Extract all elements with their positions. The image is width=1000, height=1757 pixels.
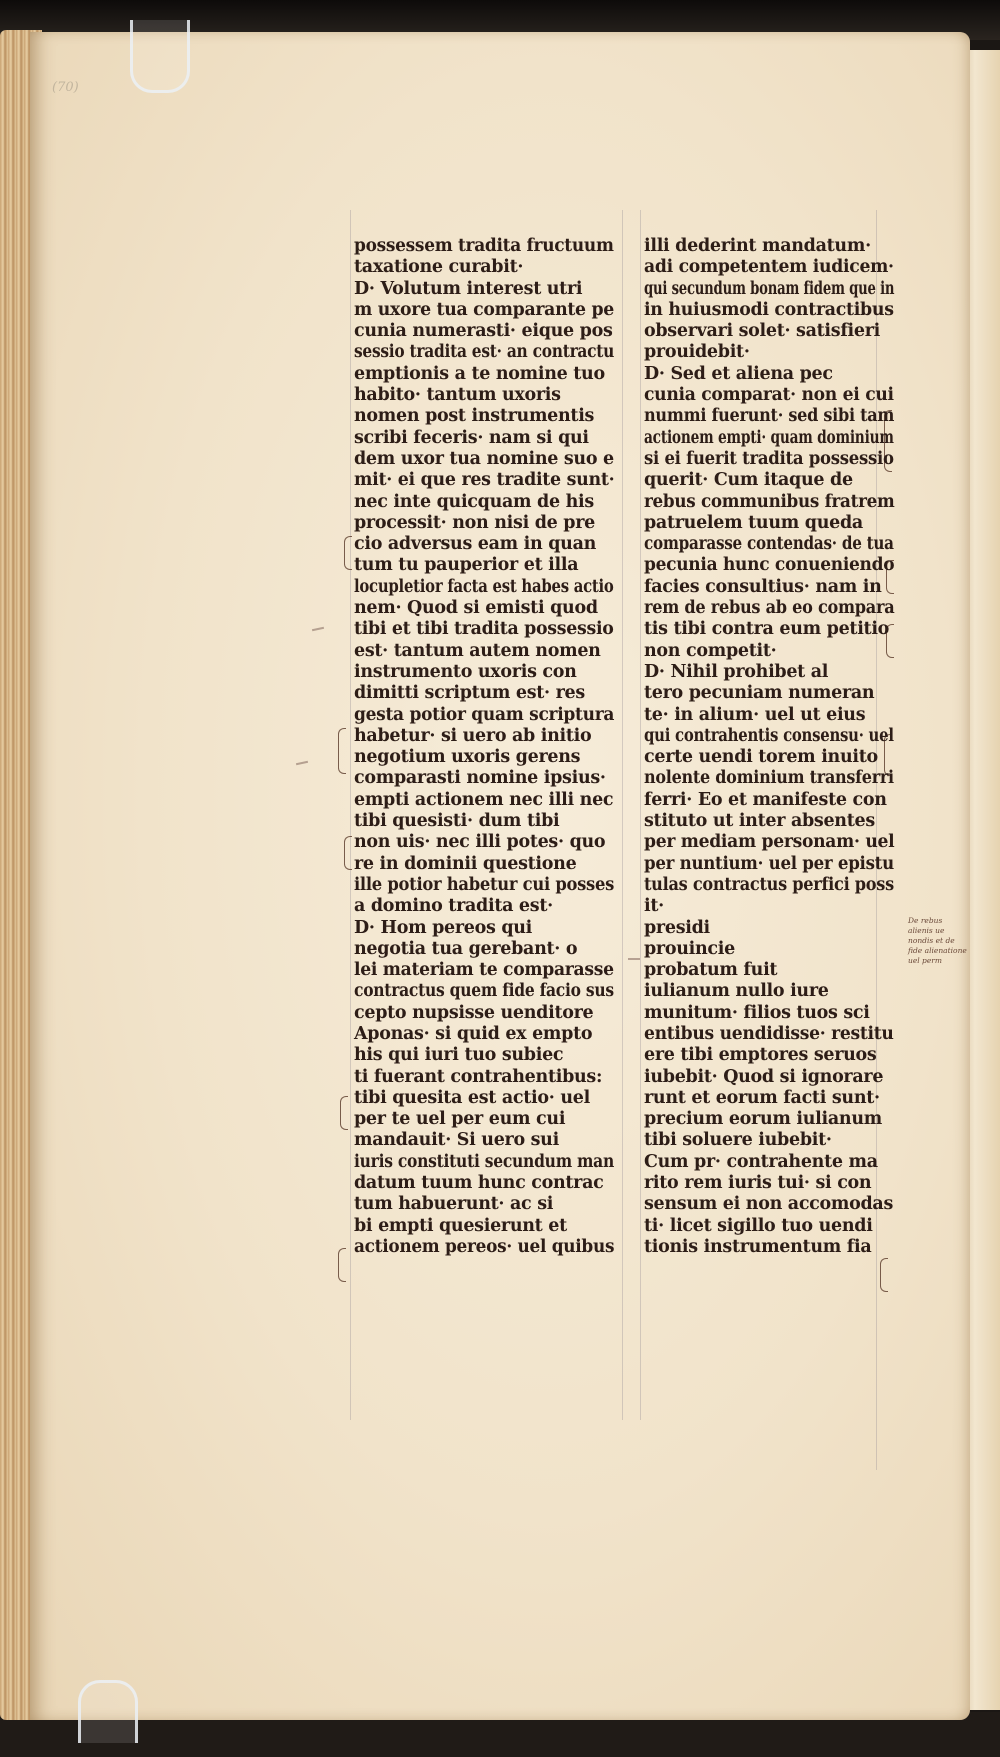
text-line: lei materiam te comparasse <box>354 960 614 981</box>
text-line: patruelem tuum queda <box>644 512 863 533</box>
text-line: nem· Quod si emisti quod <box>354 598 598 619</box>
text-line: cunia comparat· non ei cui <box>644 385 894 406</box>
text-line: te· in alium· uel ut eius <box>644 704 866 725</box>
text-line: processit· non nisi de pre <box>354 512 595 533</box>
text-line: nolente dominium transferri <box>644 768 894 789</box>
text-line: iulianum nullo iure <box>644 981 829 1002</box>
text-line: datum tuum hunc contrac <box>354 1173 604 1194</box>
text-line: presidi <box>644 917 710 938</box>
text-line: runt et eorum facti sunt· <box>644 1087 880 1108</box>
text-line: iubebit· Quod si ignorare <box>644 1066 884 1087</box>
text-line: D· Nihil prohibet al <box>644 661 829 682</box>
text-line: pecunia hunc conueniendo <box>644 555 895 576</box>
text-line: tum habuerunt· ac si <box>354 1194 554 1215</box>
text-line: rito rem iuris tui· si con <box>644 1173 872 1194</box>
text-line: rebus communibus fratrem <box>644 491 895 512</box>
text-line: his qui iuri tuo subiec <box>354 1045 564 1066</box>
text-line: ere tibi emptores seruos <box>644 1045 877 1066</box>
text-line: prouidebit· <box>644 342 750 363</box>
text-line: locupletior facta est habes actio <box>354 576 614 597</box>
text-line: mit· ei que res tradite sunt· <box>354 470 615 491</box>
text-line: nec inte quicquam de his <box>354 491 594 512</box>
text-line: dem uxor tua nomine suo e <box>354 448 614 469</box>
text-line: entibus uendidisse· restitu <box>644 1023 894 1044</box>
text-line: sessio tradita est· an contractu <box>354 342 615 363</box>
clip-top-icon <box>130 20 190 93</box>
text-line: actionem pereos· uel quibus <box>354 1236 615 1257</box>
margin-tick <box>628 958 640 960</box>
text-line: observari solet· satisfieri <box>644 321 881 342</box>
text-line: si ei fuerit tradita possessio <box>644 448 894 469</box>
text-line: munitum· filios tuos sci <box>644 1002 870 1023</box>
text-line: ti· licet sigillo tuo uendi <box>644 1215 873 1236</box>
text-line: tibi quesita est actio· uel <box>354 1087 590 1108</box>
text-line: per te uel per eum cui <box>354 1109 566 1130</box>
text-line: per nuntium· uel per epistu <box>644 853 894 874</box>
text-column-right <box>644 236 894 1258</box>
text-line: instrumento uxoris con <box>354 661 577 682</box>
text-line: probatum fuit <box>644 960 778 981</box>
paragraph-mark <box>338 1248 346 1282</box>
text-line: tionis instrumentum fia <box>644 1236 872 1257</box>
folio-number: (70) <box>52 80 79 95</box>
text-line: tero pecuniam numeran <box>644 683 875 704</box>
text-line: comparasti nomine ipsius· <box>354 768 606 789</box>
ruling-line <box>350 210 351 1420</box>
text-line: cio adversus eam in quan <box>354 534 597 555</box>
text-line: comparasse contendas· de tua <box>644 534 894 555</box>
text-line: dimitti scriptum est· res <box>354 683 585 704</box>
text-line: actionem empti· quam dominium <box>644 427 894 448</box>
text-line: nomen post instrumentis <box>354 406 595 427</box>
ruling-line <box>640 210 641 1420</box>
text-line: nummi fuerunt· sed sibi tam <box>644 406 895 427</box>
text-line: certe uendi torem inuito <box>644 747 878 768</box>
text-line: negotia tua gerebant· o <box>354 938 578 959</box>
text-line: sensum ei non accomodas <box>644 1194 894 1215</box>
text-line: cepto nupsisse uenditore <box>354 1002 594 1023</box>
text-line: D· Sed et aliena pec <box>644 363 833 384</box>
text-line: D· Hom pereos qui <box>354 917 533 938</box>
text-line: qui contrahentis consensu· uel <box>644 725 894 746</box>
paragraph-mark <box>344 836 352 870</box>
text-line: ille potior habetur cui posses <box>354 874 615 895</box>
text-line: non competit· <box>644 640 777 661</box>
text-line: per mediam personam· uel <box>644 832 895 853</box>
text-line: habito· tantum uxoris <box>354 385 561 406</box>
text-line: bi empti quesierunt et <box>354 1215 567 1236</box>
text-line: tibi quesisti· dum tibi <box>354 811 560 832</box>
text-line: precium eorum iulianum <box>644 1109 882 1130</box>
text-line: scribi feceris· nam si qui <box>354 427 589 448</box>
text-line: adi competentem iudicem· <box>644 257 894 278</box>
text-line: negotium uxoris gerens <box>354 747 581 768</box>
text-line: cunia numerasti· eique pos <box>354 321 613 342</box>
text-line: est· tantum autem nomen <box>354 640 601 661</box>
text-line: stituto ut inter absentes <box>644 811 875 832</box>
paragraph-mark <box>340 1096 348 1130</box>
text-line: taxatione curabit· <box>354 257 524 278</box>
text-line: non uis· nec illi potes· quo <box>354 832 606 853</box>
text-line: tulas contractus perfici poss <box>644 874 894 895</box>
text-line: possessem tradita fructuum <box>354 236 614 256</box>
text-line: Aponas· si quid ex empto <box>354 1023 593 1044</box>
text-line: D· Volutum interest utri <box>354 278 583 299</box>
text-line: illi dederint mandatum· <box>644 236 871 256</box>
text-column-left <box>354 236 614 1258</box>
text-line: contractus quem fide facio sus <box>354 981 614 1002</box>
text-line: a domino tradita est· <box>354 896 553 917</box>
text-line: tibi et tibi tradita possessio <box>354 619 614 640</box>
text-line: tum tu pauperior et illa <box>354 555 579 576</box>
paragraph-mark <box>880 1258 888 1292</box>
text-line: iuris constituti secundum man <box>354 1151 614 1172</box>
text-line: facies consultius· nam in <box>644 576 882 597</box>
text-line: Cum pr· contrahente ma <box>644 1151 878 1172</box>
text-line: mandauit· Si uero sui <box>354 1130 559 1151</box>
text-line: it· <box>644 896 664 917</box>
text-line: empti actionem nec illi nec <box>354 789 614 810</box>
text-line: ti fuerant contrahentibus: <box>354 1066 603 1087</box>
text-line: gesta potior quam scriptura <box>354 704 615 725</box>
text-line: m uxore tua comparante pe <box>354 299 615 320</box>
text-line: habetur· si uero ab initio <box>354 725 592 746</box>
text-line: querit· Cum itaque de <box>644 470 853 491</box>
text-line: emptionis a te nomine tuo <box>354 363 605 384</box>
text-line: re in dominii questione <box>354 853 577 874</box>
text-line: in huiusmodi contractibus <box>644 299 894 320</box>
clip-bottom-icon <box>78 1680 138 1743</box>
text-line: ferri· Eo et manifeste con <box>644 789 887 810</box>
text-line: rem de rebus ab eo compara <box>644 598 895 619</box>
ruling-line <box>622 210 623 1420</box>
text-line: prouincie <box>644 938 735 959</box>
paragraph-mark <box>344 536 352 570</box>
text-line: tibi soluere iubebit· <box>644 1130 832 1151</box>
text-line: qui secundum bonam fidem que in <box>644 278 895 299</box>
paragraph-mark <box>338 728 346 774</box>
marginal-note: De rebus alienis ue nondis et de fide alienatione uel perm <box>908 916 967 965</box>
text-line: tis tibi contra eum petitio <box>644 619 890 640</box>
